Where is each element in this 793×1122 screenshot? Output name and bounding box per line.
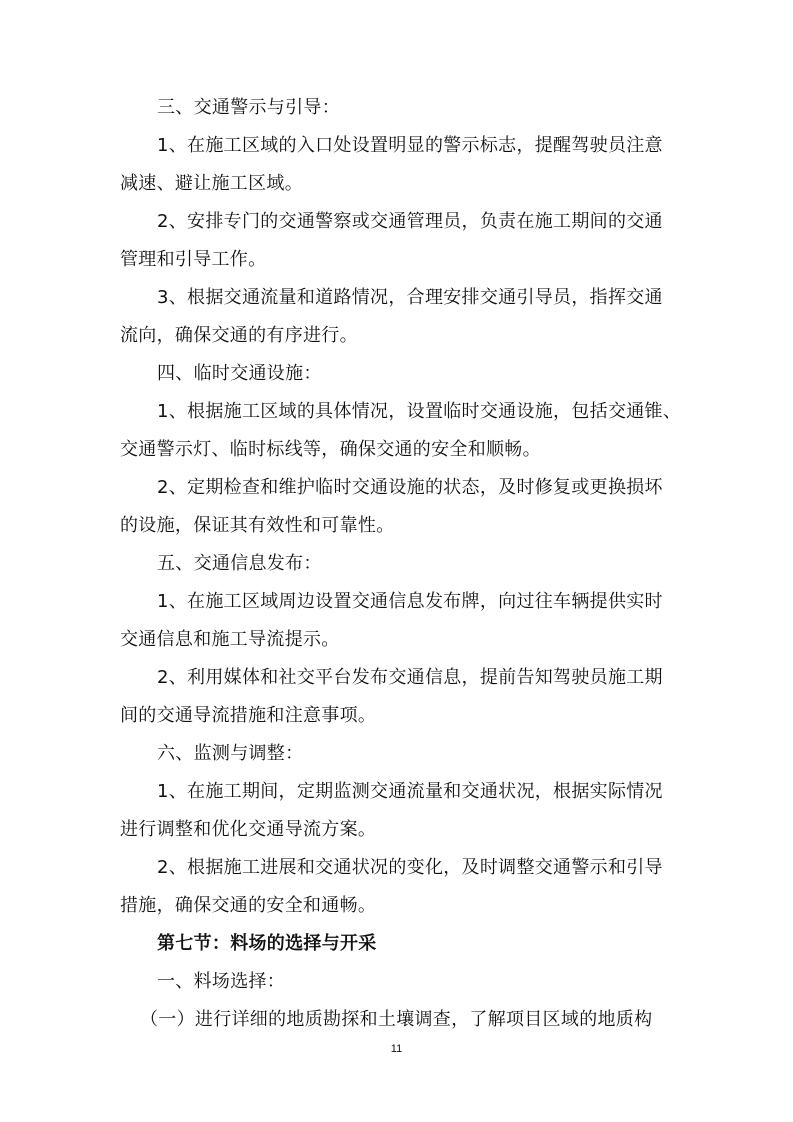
- paragraph-line: 的设施，保证其有效性和可靠性。: [120, 515, 395, 536]
- section-heading-site-selection: 一、料场选择：: [157, 971, 286, 992]
- paragraph-line: 1、在施工期间，定期监测交通流量和交通状况，根据实际情况: [157, 781, 663, 802]
- paragraph-line: 2、安排专门的交通警察或交通管理员，负责在施工期间的交通: [157, 211, 663, 232]
- paragraph-line: 管理和引导工作。: [120, 249, 267, 270]
- paragraph-line: 流向，确保交通的有序进行。: [120, 325, 358, 346]
- section-heading-traffic-warning: 三、交通警示与引导：: [157, 97, 340, 118]
- paragraph-line: 2、利用媒体和社交平台发布交通信息，提前告知驾驶员施工期: [157, 667, 663, 688]
- paragraph-line: （一）进行详细的地质勘探和土壤调查，了解项目区域的地质构: [140, 1009, 653, 1030]
- paragraph-line: 减速、避让施工区域。: [120, 173, 303, 194]
- page-number: 11: [390, 1043, 403, 1055]
- paragraph-line: 1、在施工区域的入口处设置明显的警示标志，提醒驾驶员注意: [157, 135, 663, 156]
- paragraph-line: 交通警示灯、临时标线等，确保交通的安全和顺畅。: [120, 439, 541, 460]
- section-heading-temporary-facilities: 四、临时交通设施：: [157, 363, 322, 384]
- paragraph-line: 1、在施工区域周边设置交通信息发布牌，向过往车辆提供实时: [157, 591, 663, 612]
- paragraph-line: 间的交通导流措施和注意事项。: [120, 705, 377, 726]
- paragraph-line: 交通信息和施工导流提示。: [120, 629, 340, 650]
- paragraph-line: 3、根据交通流量和道路情况，合理安排交通引导员，指挥交通: [157, 287, 663, 308]
- paragraph-line: 2、根据施工进展和交通状况的变化，及时调整交通警示和引导: [157, 857, 663, 878]
- paragraph-line: 措施，确保交通的安全和通畅。: [120, 895, 377, 916]
- chapter-heading: 第七节：料场的选择与开采: [157, 933, 377, 954]
- paragraph-line: 2、定期检查和维护临时交通设施的状态，及时修复或更换损坏: [157, 477, 663, 498]
- section-heading-monitoring: 六、监测与调整：: [157, 743, 304, 764]
- paragraph-line: 1、根据施工区域的具体情况，设置临时交通设施，包括交通锥、: [157, 401, 682, 422]
- paragraph-line: 进行调整和优化交通导流方案。: [120, 819, 377, 840]
- section-heading-traffic-info: 五、交通信息发布：: [157, 553, 322, 574]
